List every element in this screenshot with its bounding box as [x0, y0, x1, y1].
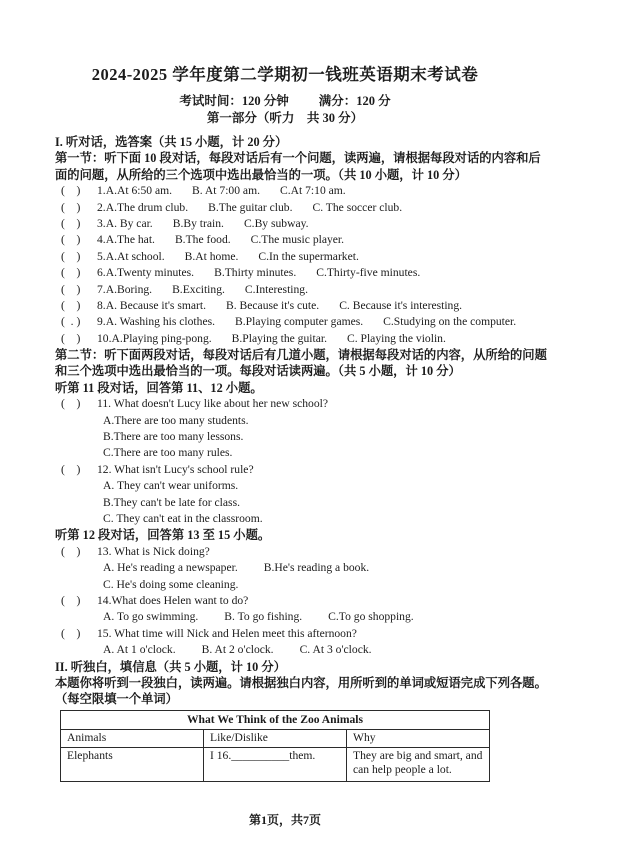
question-option: C. The soccer club.	[312, 200, 403, 214]
like-dislike-cell-blank-16: I 16.__________them.	[204, 747, 347, 781]
question-option: 2.A.The drum club.	[97, 200, 189, 214]
why-line-1: They are big and smart, and	[353, 748, 483, 762]
section2-heading: II. 听独白，填信息（共 5 小题，计 10 分）	[55, 659, 286, 674]
question-option: 7.A.Boring.	[97, 282, 153, 296]
question-14-options-row	[55, 609, 565, 625]
answer-bracket: ( )	[61, 200, 81, 214]
answer-bracket: ( )	[61, 298, 81, 312]
question-option: A. At 1 o'clock.	[103, 643, 176, 657]
table-title: What We Think of the Zoo Animals	[61, 710, 490, 729]
answer-bracket: ( )	[61, 331, 81, 345]
question-option: C.Thirty-five minutes.	[316, 266, 421, 280]
question-13-options-row1	[55, 560, 565, 576]
answer-bracket: ( )	[61, 462, 81, 476]
question-option: C. He's doing some cleaning.	[103, 577, 239, 591]
exam-body	[55, 134, 565, 782]
question-line-10	[55, 331, 565, 347]
col-header-animals: Animals	[61, 729, 204, 747]
question-option: B. At 2 o'clock.	[201, 643, 274, 657]
question-12-option-b: B.They can't be late for class.	[103, 495, 240, 509]
question-option: 9.A. Washing his clothes.	[97, 315, 216, 329]
answer-bracket: ( )	[61, 397, 81, 411]
table-row-elephants	[61, 747, 490, 781]
question-option: B.At home.	[184, 249, 239, 263]
question-option: 4.A.The hat.	[97, 233, 155, 247]
question-line-4	[55, 232, 565, 248]
answer-bracket: ( )	[61, 184, 81, 198]
question-15-options-row	[55, 642, 565, 658]
question-line-8	[55, 298, 565, 314]
question-option: 10.A.Playing ping-pong.	[97, 331, 212, 345]
part1-heading: 第一部分（听力 共 30 分）	[206, 111, 364, 125]
why-cell	[347, 747, 490, 781]
answer-bracket: ( )	[61, 249, 81, 263]
question-option: 5.A.At school.	[97, 249, 165, 263]
listen-dialog-11-note: 听第 11 段对话，回答第 11、12 小题。	[55, 380, 263, 395]
question-option: A. He's reading a newspaper.	[103, 561, 238, 575]
question-option: C.By subway.	[243, 216, 309, 230]
question-option: C. Because it's interesting.	[339, 298, 463, 312]
question-option: 6.A.Twenty minutes.	[97, 266, 195, 280]
answer-bracket: ( )	[61, 282, 81, 296]
question-11-option-a: A.There are too many students.	[103, 413, 249, 427]
question-stem-13	[55, 544, 565, 560]
section1-note1-line1: 第一节：听下面 10 段对话，每段对话后有一个问题，读两遍，请根据每段对话的内容和后	[55, 151, 541, 166]
answer-bracket: ( )	[61, 216, 81, 230]
exam-full-score: 满分：120 分	[318, 94, 391, 108]
section1-note2-line1: 第二节：听下面两段对话，每段对话后有几道小题，请根据每段对话的内容，从所给的问题	[55, 348, 547, 363]
question-stem-text: 12. What isn't Lucy's school rule?	[97, 462, 254, 476]
zoo-animals-table	[60, 710, 490, 782]
question-option: C.At 7:10 am.	[280, 184, 346, 198]
question-option: C.The music player.	[250, 233, 345, 247]
col-header-why: Why	[347, 729, 490, 747]
question-option: C.Studying on the computer.	[383, 315, 517, 329]
question-option: B.Playing computer games.	[235, 315, 364, 329]
question-stem-text: 14.What does Helen want to do?	[97, 593, 249, 607]
col-header-like-dislike: Like/Dislike	[204, 729, 347, 747]
question-11-option-c: C.There are too many rules.	[103, 446, 233, 460]
question-line-7	[55, 282, 565, 298]
question-line-5	[55, 249, 565, 265]
question-option: B.By train.	[172, 216, 224, 230]
question-option: C. At 3 o'clock.	[299, 643, 372, 657]
question-11-option-b: B.There are too many lessons.	[103, 430, 244, 444]
page-number-footer: 第1页，共7页	[248, 812, 321, 827]
question-option: B.The guitar club.	[208, 200, 293, 214]
question-option: C.In the supermarket.	[258, 249, 359, 263]
question-12-option-a: A. They can't wear uniforms.	[103, 479, 239, 493]
question-option: 8.A. Because it's smart.	[97, 298, 206, 312]
question-option: A. To go swimming.	[103, 610, 199, 624]
question-line-6	[55, 265, 565, 281]
answer-bracket: ( )	[61, 593, 81, 607]
listen-dialog-12-note: 听第 12 段对话，回答第 13 至 15 小题。	[55, 528, 271, 543]
answer-bracket: ( )	[61, 266, 81, 280]
question-option: B. Because it's cute.	[226, 298, 320, 312]
question-13-options-row2	[55, 577, 565, 593]
question-option: B.The food.	[174, 233, 231, 247]
section1-heading: I. 听对话，选答案（共 15 小题，计 20 分）	[55, 135, 288, 149]
question-line-3	[55, 216, 565, 232]
exam-time: 考试时间：120 分钟	[179, 94, 289, 108]
section1-note2-line2: 和三个选项中选出最恰当的一项。每段对话读两遍。（共 5 小题，计 10 分）	[55, 364, 461, 379]
page-title: 2024-2025 学年度第二学期初一钱班英语期末考试卷	[91, 65, 479, 84]
question-line-9	[55, 314, 565, 330]
section2-note-line2: （每空限填一个单词）	[55, 692, 178, 707]
question-stem-text: 13. What is Nick doing?	[97, 544, 210, 558]
section1-note1-line2: 面的问题，从所给的三个选项中选出最恰当的一项。（共 10 小题，计 10 分）	[55, 167, 467, 182]
question-option: B.Thirty minutes.	[214, 266, 297, 280]
animal-cell: Elephants	[61, 747, 204, 781]
exam-meta	[30, 93, 540, 110]
question-stem-11	[55, 396, 565, 412]
question-stem-15	[55, 626, 565, 642]
answer-bracket: ( )	[61, 233, 81, 247]
question-12-option-c: C. They can't eat in the classroom.	[103, 511, 263, 525]
table-title-row	[61, 710, 490, 729]
question-line-1	[55, 183, 565, 199]
question-option: 1.A.At 6:50 am.	[97, 184, 173, 198]
table-header-row	[61, 729, 490, 747]
answer-bracket: ( )	[61, 626, 81, 640]
section2-note-line1: 本题你将听到一段独白，读两遍。请根据独白内容，用所听到的单词或短语完成下列各题。	[55, 675, 547, 690]
question-option: B. At 7:00 am.	[192, 184, 260, 198]
question-option: B. To go fishing.	[224, 610, 303, 624]
question-option: B.Exciting.	[172, 282, 225, 296]
question-line-2	[55, 200, 565, 216]
answer-bracket: ( )	[61, 544, 81, 558]
question-option: B.He's reading a book.	[263, 561, 370, 575]
question-stem-text: 11. What doesn't Lucy like about her new school?	[97, 397, 329, 411]
answer-bracket: ( . )	[61, 315, 81, 329]
why-line-2: can help people a lot.	[353, 763, 452, 777]
question-option: C.Interesting.	[244, 282, 308, 296]
question-option: C.To go shopping.	[328, 610, 414, 624]
question-stem-text: 15. What time will Nick and Helen meet this afternoon?	[97, 626, 357, 640]
question-option: B.Playing the guitar.	[231, 331, 327, 345]
question-stem-12	[55, 462, 565, 478]
question-option: C. Playing the violin.	[346, 331, 446, 345]
question-option: 3.A. By car.	[97, 216, 153, 230]
question-stem-14	[55, 593, 565, 609]
